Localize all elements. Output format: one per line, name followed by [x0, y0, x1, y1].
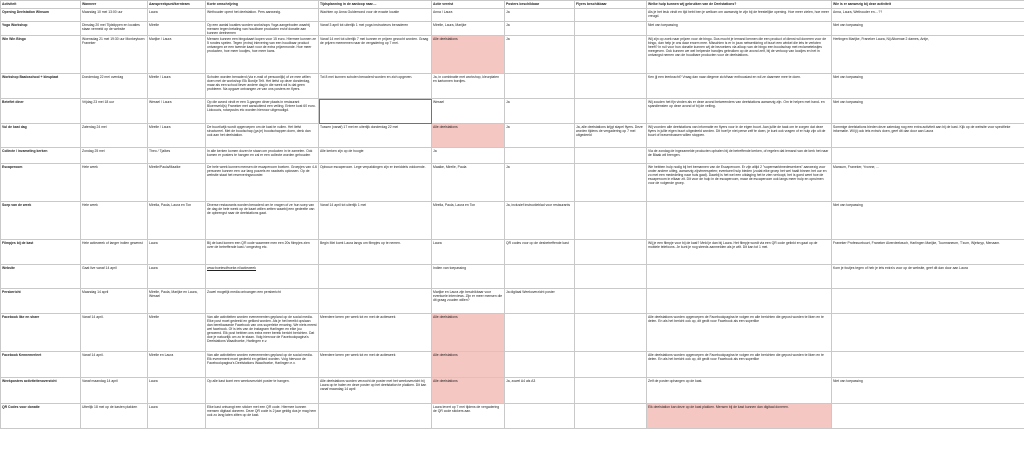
cell-aanwezig[interactable]: Kom je foutjes tegen of heb je iets extra's voor op de website, geef dit dan door aan Laura [832, 265, 1024, 289]
cell-activiteit[interactable]: Soep van de week [1, 202, 81, 240]
cell-wanneer[interactable]: Vanaf 14 april. [81, 352, 148, 378]
cell-posters[interactable] [505, 404, 575, 429]
cell-omschrijving[interactable]: De hele week kunnen mensen de escaperoom boeken. Groepjes van 4-6 personen kunnen een uur lang puzzels en raadsels oplossen. Op de website staat het reserveringsrooster. [206, 164, 319, 202]
table-row [1, 289, 1024, 314]
cell-actie[interactable]: Maaike, Mirelle, Paula [432, 164, 505, 202]
cell-hulp[interactable]: Zelf de poster ophangen op de kast. [647, 378, 832, 404]
cell-omschrijving[interactable]: Van alle activiteiten worden evenementen gepland op de social media. Elke post moet gedeeld en geliked worden. Als je het bereikt opslaan dan bereikwaarde Facebook van ons superleke ervaring. We niets meest wel facebook. Of is iets van de instagram Harlingen en elke jou genoemd. Elk post hebben ons extra meer bereik bericht berichten. Dat doe je natuurlijk om zo te staan. Volg hiervoor de Facebookpagina's Deelstations Waadhoeke, Harlingen e.v. [206, 314, 319, 352]
cell-aanwezig[interactable] [832, 404, 1024, 429]
cell-flyers[interactable] [575, 265, 647, 289]
table-row [1, 99, 1024, 124]
header-aanwezig[interactable]: Wie is er aanwezig bij deze activiteit [832, 1, 1024, 9]
table-row [1, 202, 1024, 240]
cell-omschrijving[interactable]: Op alle kast komt een weekoverzicht poster te hangen. [206, 378, 319, 404]
cell-tijdsplanning[interactable] [319, 99, 432, 124]
cell-wanneer[interactable]: Zaterdag 24 mei [81, 124, 148, 148]
cell-tijdsplanning[interactable] [319, 289, 432, 314]
cell-activiteit[interactable]: Opening Deelstation Winsum [1, 9, 81, 22]
cell-flyers[interactable] [575, 148, 647, 164]
cell-posters[interactable]: Ja [505, 99, 575, 124]
cell-hulp[interactable]: Via de zondag de ingezamelde producten ophalen bij de betreffende kerken, of regelen dat iemand van de kerk het naar de Blaak wil brengen. [647, 148, 832, 164]
cell-hulp[interactable]: We hebben hulp nodig bij het bemannen van de Escaperoom. Er zijn altijd 2 "supermarktmedewerkers" aanwezig voor onder andere uitleg, aanwezig zijn/meespelen; eventueel hulp bieden (zodat elke groep het wel haalt binnen het uur en zo met een mededeling naar huis gaat). Daarbij is het wel een uitdaging het te zien verloopt, het is goed weet hoe de escaperoom in elkaar zit. Dit voor de hulp in de escaperoom, maar de escaperoom ook langs meer hulp en opruimen voor de volgende groep. [647, 164, 832, 202]
cell-aanspreekpunt[interactable]: Mirelle en Laura [148, 352, 206, 378]
cell-activiteit[interactable]: Facebook Kennemerleet [1, 352, 81, 378]
cell-flyers[interactable] [575, 352, 647, 378]
cell-wanneer[interactable]: Zondag 25 mei [81, 148, 148, 164]
cell-omschrijving[interactable]: Wethouder opent het deelstation. Pers aanwezig. [206, 9, 319, 22]
cell-wanneer[interactable]: Maandag 14 april [81, 289, 148, 314]
cell-omschrijving[interactable]: De buurt/wijk wordt opgeroepen om de kast te vullen. Het liefst structureel. Met de boodschap (ga je) boodschappen doen, denk dan ook aan het deelstation. [206, 124, 319, 148]
cell-aanspreekpunt[interactable]: Mirelle / Laura [148, 74, 206, 99]
cell-posters[interactable] [505, 148, 575, 164]
cell-aanspreekpunt[interactable]: Mirelle / Laura [148, 124, 206, 148]
header-aanspreekpunt[interactable]: Aanspreekpunt/kernteam [148, 1, 206, 9]
header-wanneer[interactable]: Wanneer [81, 1, 148, 9]
cell-actie[interactable]: Alle deelstations [432, 314, 505, 352]
cell-posters[interactable]: Ja digitaal Weekoverzicht poster [505, 289, 575, 314]
cell-hulp[interactable]: Wij zijn op zoek naar prijzen voor de bingo. Dus mocht je iemand kennen die een product of dienst wil doneren voor de bingo, dan help je ons daar enorm mee. Misschien is er in jouw netwerkkring of buurt een winkel die iets te verloten heeft? In ruil voor hun donatie kunnen wij de bezoekers via alloop van de bingo een boodschap met reclametekstjes meegeven. Ook kunnen we wel helpende handjes gebruiken op de avond zelf, bij de verkoop van loodjes en het in ontvangst nemen van de houdbare producten voor de deelstations. [647, 36, 832, 74]
cell-activiteit[interactable]: Persbericht [1, 289, 81, 314]
cell-omschrijving[interactable]: In alle kerken komen dozen te staan om producten in te zamelen. Ook komen er posters te hangen en zal er een collecte worden gehouden [206, 148, 319, 164]
cell-posters[interactable] [505, 352, 575, 378]
cell-wanneer[interactable]: Vanaf maandag 14 april [81, 378, 148, 404]
cell-aanwezig[interactable] [832, 148, 1024, 164]
header-hulp[interactable]: Welke hulp kunnen wij gebruiken van de Deelstations? [647, 1, 832, 9]
cell-actie[interactable]: Alle deelstations [432, 378, 505, 404]
header-omschrijving[interactable]: Korte omschrijving [206, 1, 319, 9]
cell-hulp[interactable]: Wij je een filmpje voor bij de kast? Meld je dan bij Laura. Het filmpje wordt via een QR code gelinkt en gaat op de mobiele telefoons. Je kunt je nog steeds aanmelden als je wilt. Dit kan tot 1 mei. [647, 240, 832, 265]
cell-aanspreekpunt[interactable]: Mirella, Paula, Laura en Ton [148, 202, 206, 240]
cell-posters[interactable] [505, 265, 575, 289]
cell-tijdsplanning[interactable]: Opbouw escaperoom. Lege verpakkingen zijn er inmiddels voldoende. [319, 164, 432, 202]
cell-posters[interactable]: Ja [505, 9, 575, 22]
cell-hulp[interactable] [647, 202, 832, 240]
cell-actie[interactable]: Mirella, Paula, Laura en Ton [432, 202, 505, 240]
cell-aanwezig[interactable]: Hertingen Marijke, Franeker Laura, Nij Altoenae 2 dames, Antje, [832, 36, 1024, 74]
cell-posters[interactable]: Ja, inclusief instructieblad voor restaurants [505, 202, 575, 240]
cell-aanwezig[interactable]: Niet van toepassing [832, 74, 1024, 99]
cell-tijdsplanning[interactable]: Meerdere keren per week tot en met de actieweek [319, 352, 432, 378]
cell-flyers[interactable] [575, 240, 647, 265]
cell-posters[interactable] [505, 314, 575, 352]
cell-aanwezig[interactable] [832, 352, 1024, 378]
cell-aanwezig[interactable] [832, 314, 1024, 352]
cell-posters[interactable]: Ja [505, 36, 575, 74]
cell-flyers[interactable] [575, 74, 647, 99]
cell-omschrijving[interactable]: Scholen worden benaderd (via e-mail of persoonlijk) of ze mee willen doen met de workshop Elk Bordje Telt. Het liefst op deze donderdag, maar als een school liever andere dag in die week wil is dat geen probleem. Na opgave ontvangen ze van ons posters en flyers. [206, 74, 319, 99]
cell-actie[interactable]: Laura levert op 7 mei tijdens de vergadering de QR code stickers aan. [432, 404, 505, 429]
cell-aanspreekpunt[interactable]: Laura [148, 240, 206, 265]
cell-activiteit[interactable]: Facebook like en share [1, 314, 81, 352]
cell-aanspreekpunt[interactable]: Mirelle, Paula, Marijke en Laura, Wessel [148, 289, 206, 314]
cell-tijdsplanning[interactable]: Vanaf 14 april tot uiterlijk 1 mei [319, 202, 432, 240]
cell-posters[interactable]: Ja, zowel A4 als A3 [505, 378, 575, 404]
cell-tijdsplanning[interactable]: Tussen (vanaf) 17 mei en uiterlijk donderdag 22 mei [319, 124, 432, 148]
header-posters[interactable]: Posters beschikbaar [505, 1, 575, 9]
cell-flyers[interactable] [575, 36, 647, 74]
cell-aanwezig[interactable] [832, 289, 1024, 314]
cell-wanneer[interactable]: Uiterlijk 18 mei op de kasten plakken [81, 404, 148, 429]
table-row [1, 164, 1024, 202]
cell-activiteit[interactable]: Collecte / inzameling kerken [1, 148, 81, 164]
cell-actie[interactable]: Mirelle, Laura, Marijke [432, 22, 505, 36]
cell-activiteit[interactable]: Weekposters activiteitenoverzicht [1, 378, 81, 404]
cell-activiteit[interactable]: Workshop Baaloschool + kleuplaat [1, 74, 81, 99]
cell-hulp[interactable]: Alle deelstations worden opgeroepen de Facebookpagina te volgen en alle berichten die gepost worden te liken en te delen. En als het bericht ook op, dit gedit voor Facebook als een superlike [647, 352, 832, 378]
cell-wanneer[interactable]: Woensdag 21 mei 19:30 uur Monkeytown Franeker [81, 36, 148, 74]
cell-hulp[interactable]: Alle deelstations worden opgeroepen de Facebookpagina te volgen en alle berichten die gepost worden te liken en te delen. En als het bericht ook op, dit gedit voor Facebook als een superlike [647, 314, 832, 352]
table-row [1, 404, 1024, 429]
header-row [1, 1, 1024, 9]
table-row [1, 148, 1024, 164]
table-row [1, 352, 1024, 378]
cell-hulp[interactable]: Als je het leuk vindt en tijd hebt ben je welkom om aanwezig te zijn bij de feestelijke opening. Hoe meer zielen, hoe meer vreugd. [647, 9, 832, 22]
cell-posters[interactable]: Ja [505, 124, 575, 148]
cell-hulp[interactable]: Niet van toepassing [647, 22, 832, 36]
cell-aanwezig[interactable]: Sommige deelstations bieden deze zaterdag nog een extra activiteit aan bij de kast. Kijk op de website voor specifieke informatie. Wil jij ook iets extra's doen, geef dit dan door aan Laura [832, 124, 1024, 148]
cell-actie[interactable]: Alle deelstations [432, 124, 505, 148]
cell-tijdsplanning[interactable] [319, 265, 432, 289]
table-row [1, 9, 1024, 22]
cell-tijdsplanning[interactable]: Alle kerken zijn op de hoogte [319, 148, 432, 164]
cell-activiteit[interactable]: Win Win Bingo [1, 36, 81, 74]
cell-activiteit[interactable]: Betefiet diner [1, 99, 81, 124]
cell-posters[interactable]: Ja [505, 164, 575, 202]
cell-actie[interactable]: Ja, in combinatie met workshop, kleurplaten en kartonnen bordjes. [432, 74, 505, 99]
header-activiteit[interactable]: Activiteit [1, 1, 81, 9]
header-tijdsplanning[interactable]: Tijdsplanning in de aanloop naar.... [319, 1, 432, 9]
cell-posters[interactable]: QR codes voor op de desbetreffende kast [505, 240, 575, 265]
cell-aanspreekpunt[interactable]: Laura [148, 378, 206, 404]
cell-tijdsplanning[interactable]: Vanaf 3 april tot uiterlijk 1 mei yoga instructeurs benaderen [319, 22, 432, 36]
cell-flyers[interactable] [575, 202, 647, 240]
cell-omschrijving[interactable]: Van alle activiteiten worden evenementen gepland op de social media. Elk evenement moet gedeeld en geliked worden. Volg hiervoor de Facebookpagina's Deelstations Waadhoeke, Harlingen e.v. [206, 352, 319, 378]
cell-tijdsplanning[interactable]: Vanaf 14 mei tot uiterlijk 7 mei kunnen er prijzen gezocht worden. Graag de prijzen meenemen naar de vergadering op 7 mei. [319, 36, 432, 74]
cell-wanneer[interactable]: Hele week [81, 202, 148, 240]
cell-aanspreekpunt[interactable]: Laura [148, 404, 206, 429]
cell-wanneer[interactable]: Hele actieweek of langer indien gewenst [81, 240, 148, 265]
cell-tijdsplanning[interactable]: Wachten op Anna Guldemond voor de exacte locatie [319, 9, 432, 22]
cell-hulp[interactable]: Ken jij een leerkracht? Vraag dan naar diegene zich/haar enthousiast en wil ze daarmee mee te doen. [647, 74, 832, 99]
cell-aanspreekpunt[interactable]: Laura [148, 265, 206, 289]
cell-omschrijving[interactable]: Mensen kunnen een bingokaart kopen voor 15 euro. Hiermee kunnen ze 5 rondes spelen. Tegen (extra) inlevering van een houdbaar product ontvangen ze een tweede kaart voor de extra prijzenronde. Hoe meer producten, hoe meer loodjes, hoe meer kans. [206, 36, 319, 74]
cell-actie[interactable]: Alle deelstations [432, 36, 505, 74]
cell-hulp[interactable] [647, 265, 832, 289]
cell-hulp[interactable]: Wij voorden alle deelstations van informatie en flyers voor in de eigen buurt. Aan jullie de taak om te zorgen dat deze flyers in jullie eigen buurt uitgedeeld worden. Dit hoef je niet perse zelf te doen, je kunt ook vragen of er hulp zijn uit de buurt of bravenbussen willen stoppen. [647, 124, 832, 148]
cell-wanneer[interactable]: Vanaf 14 april. [81, 314, 148, 352]
cell-tijdsplanning[interactable]: Alle deelstations worden verzocht de poster met het weekoverzicht bij Laura op te halen en deze poster op het deelstation te plakken. Dit kan vanaf maandag 14 april [319, 378, 432, 404]
header-flyers[interactable]: Flyers beschikbaar [575, 1, 647, 9]
cell-aanspreekpunt[interactable]: Laura [148, 9, 206, 22]
cell-flyers[interactable]: Ja, alle deelstations krijgt stapel flyers. Deze worden tijdens de vergadering op 7 mei uitgedeeld [575, 124, 647, 148]
cell-hulp[interactable]: Elk deelstation kan deze op de kast plakken. Mensen bij de kast kunnen dan digitaal doneren. [647, 404, 832, 429]
cell-flyers[interactable] [575, 9, 647, 22]
cell-tijdsplanning[interactable] [319, 404, 432, 429]
cell-posters[interactable]: Ja [505, 22, 575, 36]
cell-omschrijving[interactable]: www.boeiesdfroeke.nl/actieweek [206, 265, 319, 289]
cell-hulp[interactable]: Wij zouden het fijn vinden als er deze avond betweenders van deelstations aanwezig zijn. Om te helpen met hand- en spandiensten op deze avond of bij de veiling. [647, 99, 832, 124]
cell-actie[interactable]: Marijke en Laura zijn beschikbaar voor eventuele interviews. Zijn er meer mensen die dit graag zouden willen? [432, 289, 505, 314]
cell-tijdsplanning[interactable]: Tot 8 mei kunnen scholen benaderd worden en zich opgeven. [319, 74, 432, 99]
cell-actie[interactable]: Ja [432, 148, 505, 164]
cell-aanspreekpunt[interactable]: Mirelle [148, 22, 206, 36]
cell-flyers[interactable] [575, 378, 647, 404]
table-row [1, 314, 1024, 352]
cell-omschrijving[interactable]: Bij de kast komen een QR code waarmee men een 20s filmpjes zien over de betreffende kast / omgeving etc. [206, 240, 319, 265]
cell-aanwezig[interactable]: Niet van toepassing [832, 99, 1024, 124]
table-row [1, 240, 1024, 265]
cell-actie[interactable]: Indien van toepassing [432, 265, 505, 289]
cell-activiteit[interactable]: QR Codes voor donatie [1, 404, 81, 429]
table-row [1, 124, 1024, 148]
cell-activiteit[interactable]: Filmpjes bij de kast [1, 240, 81, 265]
cell-posters[interactable] [505, 74, 575, 99]
cell-actie[interactable]: Wessel [432, 99, 505, 124]
cell-omschrijving[interactable]: Op een aantal locaties worden workshops Yoga aangeboden waarbij mensen tegen betaling van houdbare producten en/of donatie aan kunnen deelnemen [206, 22, 319, 36]
cell-aanwezig[interactable]: Niet van toepassing [832, 202, 1024, 240]
cell-aanwezig[interactable]: Mansum, Franeker, Yvonne, ... [832, 164, 1024, 202]
cell-aanwezig[interactable]: Franeker Professorbuurt, Franeker Alverdeelwuch, Harlingen Marijke, Tuurmaneum, T'zum, Wjelsryp, Menaam. [832, 240, 1024, 265]
cell-omschrijving[interactable]: Op die avond vindt er een 3-gangen diner plaats in restaurant Bloemveld(s) Franeker met aansluitend een veiling. Entree kost 60 euro. Lidcoucis, rotarycubs etc worden hiervoor uitgenodigd. [206, 99, 319, 124]
cell-aanwezig[interactable]: Niet van toepassing [832, 378, 1024, 404]
cell-wanneer[interactable]: Dinsdag 20 mei Tijdstippen en locaties staan vermeld op de website [81, 22, 148, 36]
cell-aanspreekpunt[interactable]: Wessel / Laura [148, 99, 206, 124]
cell-actie[interactable]: Anna / Laura [432, 9, 505, 22]
cell-omschrijving[interactable]: Diverse restaurants worden benaderd om te vragen of ze hun soep van de dag de hele week op de kaart willen zetten waarbij een gedeelte van de opbrengst naar de deelstations gaat. [206, 202, 319, 240]
table-row [1, 22, 1024, 36]
cell-activiteit[interactable]: Website [1, 265, 81, 289]
cell-tijdsplanning[interactable]: Meerdere keren per week tot en met de actieweek [319, 314, 432, 352]
cell-actie[interactable]: Laura [432, 240, 505, 265]
cell-flyers[interactable] [575, 404, 647, 429]
cell-tijdsplanning[interactable]: Begin Mei komt Laura langs om filmpjes op te nemen. [319, 240, 432, 265]
cell-flyers[interactable] [575, 314, 647, 352]
table-row [1, 36, 1024, 74]
cell-wanneer[interactable]: Maandag 10 mei 13:00 uur [81, 9, 148, 22]
cell-activiteit[interactable]: Escaperoom [1, 164, 81, 202]
cell-omschrijving[interactable]: Zowel mogelijk media ontvangen een persbericht [206, 289, 319, 314]
cell-aanspreekpunt[interactable]: Mirelle [148, 314, 206, 352]
cell-wanneer[interactable]: Vrijdag 23 mei 18 uur [81, 99, 148, 124]
cell-flyers[interactable] [575, 164, 647, 202]
cell-aanwezig[interactable]: Niet van toepassing [832, 22, 1024, 36]
header-actie[interactable]: Actie vereist [432, 1, 505, 9]
cell-omschrijving[interactable]: Elke kast ontvangt een sticker met een QR code. Hiermee kunnen mensen digitaal doneren. Deze QR code is 2 jaar geldig dus je mag hem ook zo lang laten zitten op de kast. [206, 404, 319, 429]
table-row [1, 74, 1024, 99]
table-row [1, 378, 1024, 404]
table-row [1, 265, 1024, 289]
cell-wanneer[interactable]: Hele week [81, 164, 148, 202]
cell-aanwezig[interactable]: Anna, Laura, Wethouder en....?? [832, 9, 1024, 22]
cell-actie[interactable]: Alle deelstations [432, 352, 505, 378]
cell-flyers[interactable] [575, 99, 647, 124]
cell-activiteit[interactable]: Vul de kast dag [1, 124, 81, 148]
cell-aanspreekpunt[interactable]: Theo / Tjalkes [148, 148, 206, 164]
cell-wanneer[interactable]: Gaat live vanaf 14 april [81, 265, 148, 289]
cell-flyers[interactable] [575, 22, 647, 36]
cell-aanspreekpunt[interactable]: Mirelle/Paula/Maaike [148, 164, 206, 202]
cell-flyers[interactable] [575, 289, 647, 314]
cell-aanspreekpunt[interactable]: Marijke / Laura [148, 36, 206, 74]
cell-activiteit[interactable]: Yoga Workshop [1, 22, 81, 36]
cell-wanneer[interactable]: Donderdag 22 mei overdag [81, 74, 148, 99]
cell-hulp[interactable] [647, 289, 832, 314]
